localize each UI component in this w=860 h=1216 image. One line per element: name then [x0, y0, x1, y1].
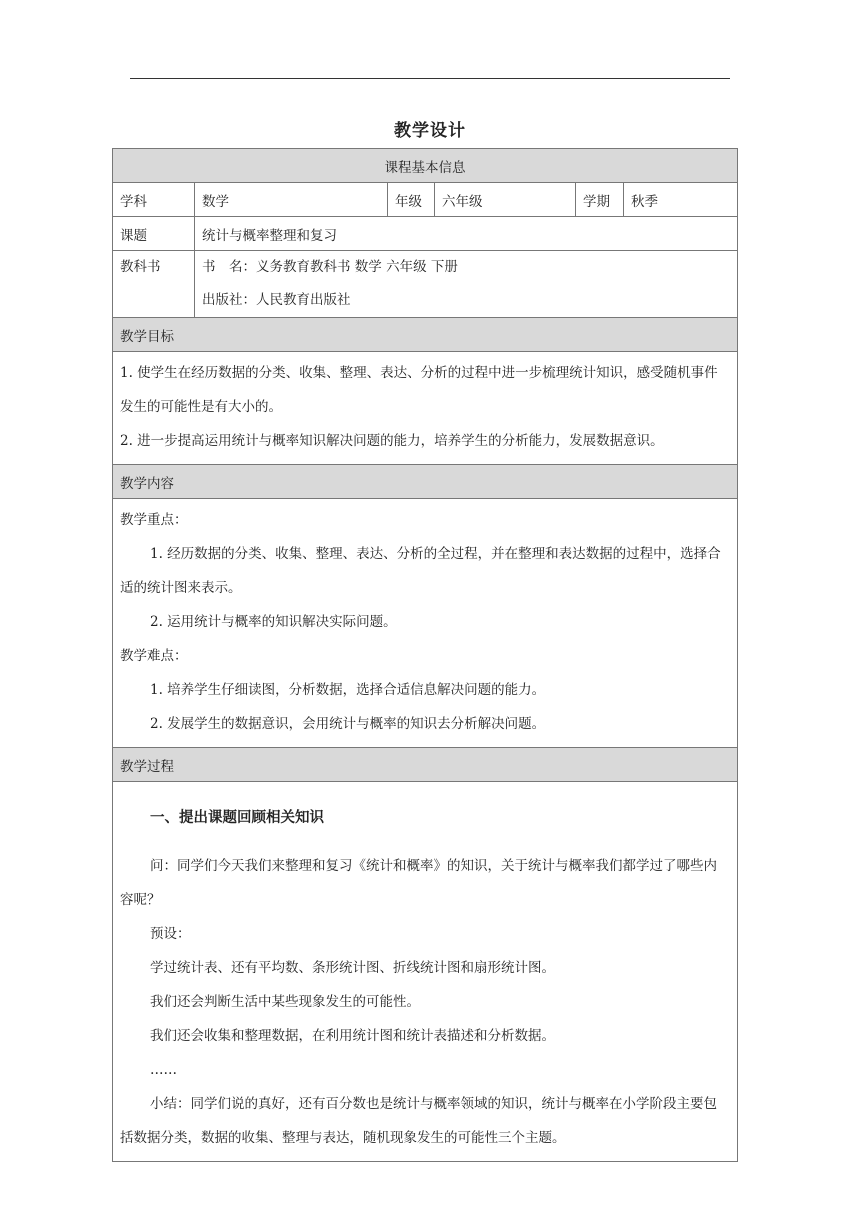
process-header: 教学过程 — [113, 748, 738, 782]
difficulty-item: 2. 发展学生的数据意识，会用统计与概率的知识去分析解决问题。 — [150, 716, 546, 732]
topic-label: 课题 — [113, 217, 195, 251]
textbook-name: 书 名：义务教育教科书 数学 六年级 下册 — [202, 259, 458, 275]
content-body — [113, 499, 738, 748]
grade-value: 六年级 — [435, 183, 576, 217]
preset-answer: 我们还会收集和整理数据，在利用统计图和统计表描述和分析数据。 — [150, 1028, 555, 1044]
section-heading: 一、提出课题回顾相关知识 — [150, 809, 324, 826]
header-rule — [130, 78, 730, 79]
textbook-label: 教科书 — [113, 251, 195, 318]
preset-answer: 我们还会判断生活中某些现象发生的可能性。 — [150, 994, 420, 1010]
subject-label: 学科 — [113, 183, 195, 217]
term-value: 秋季 — [624, 183, 738, 217]
lesson-plan-table — [112, 148, 738, 1162]
grade-label: 年级 — [388, 183, 435, 217]
objective-item: 2. 进一步提高运用统计与概率知识解决问题的能力，培养学生的分析能力，发展数据意识。 — [120, 433, 664, 449]
topic-value: 统计与概率整理和复习 — [195, 217, 738, 251]
objectives-body — [113, 352, 738, 465]
basic-info-header: 课程基本信息 — [113, 149, 738, 183]
difficulty-item: 1. 培养学生仔细读图，分析数据，选择合适信息解决问题的能力。 — [150, 682, 546, 698]
preset-answer: 学过统计表、还有平均数、条形统计图、折线统计图和扇形统计图。 — [150, 960, 555, 976]
subject-value: 数学 — [195, 183, 388, 217]
difficulties-label: 教学难点： — [120, 648, 188, 664]
key-point-item: 2. 运用统计与概率的知识解决实际问题。 — [150, 614, 397, 630]
objective-item: 1. 使学生在经历数据的分类、收集、整理、表达、分析的过程中进一步梳理统计知识，感受随机事件发生的可能性是有大小的。 — [120, 365, 718, 415]
process-body — [113, 782, 738, 1162]
document-title: 教学设计 — [394, 121, 466, 141]
preset-label: 预设： — [150, 926, 191, 942]
key-points-label: 教学重点： — [120, 512, 188, 528]
summary: 小结：同学们说的真好，还有百分数也是统计与概率领域的知识，统计与概率在小学阶段主要包括数据分类，数据的收集、整理与表达，随机现象发生的可能性三个主题。 — [120, 1096, 717, 1146]
textbook-publisher: 出版社：人民教育出版社 — [202, 292, 351, 308]
key-point-item: 1. 经历数据的分类、收集、整理、表达、分析的全过程，并在整理和表达数据的过程中，选择合适的统计图来表示。 — [120, 546, 721, 596]
term-label: 学期 — [576, 183, 624, 217]
objectives-header: 教学目标 — [113, 318, 738, 352]
ellipsis: …… — [150, 1062, 177, 1078]
teacher-question: 问：同学们今天我们来整理和复习《统计和概率》的知识，关于统计与概率我们都学过了哪些内容呢？ — [120, 858, 717, 908]
textbook-info — [195, 251, 738, 318]
content-header: 教学内容 — [113, 465, 738, 499]
